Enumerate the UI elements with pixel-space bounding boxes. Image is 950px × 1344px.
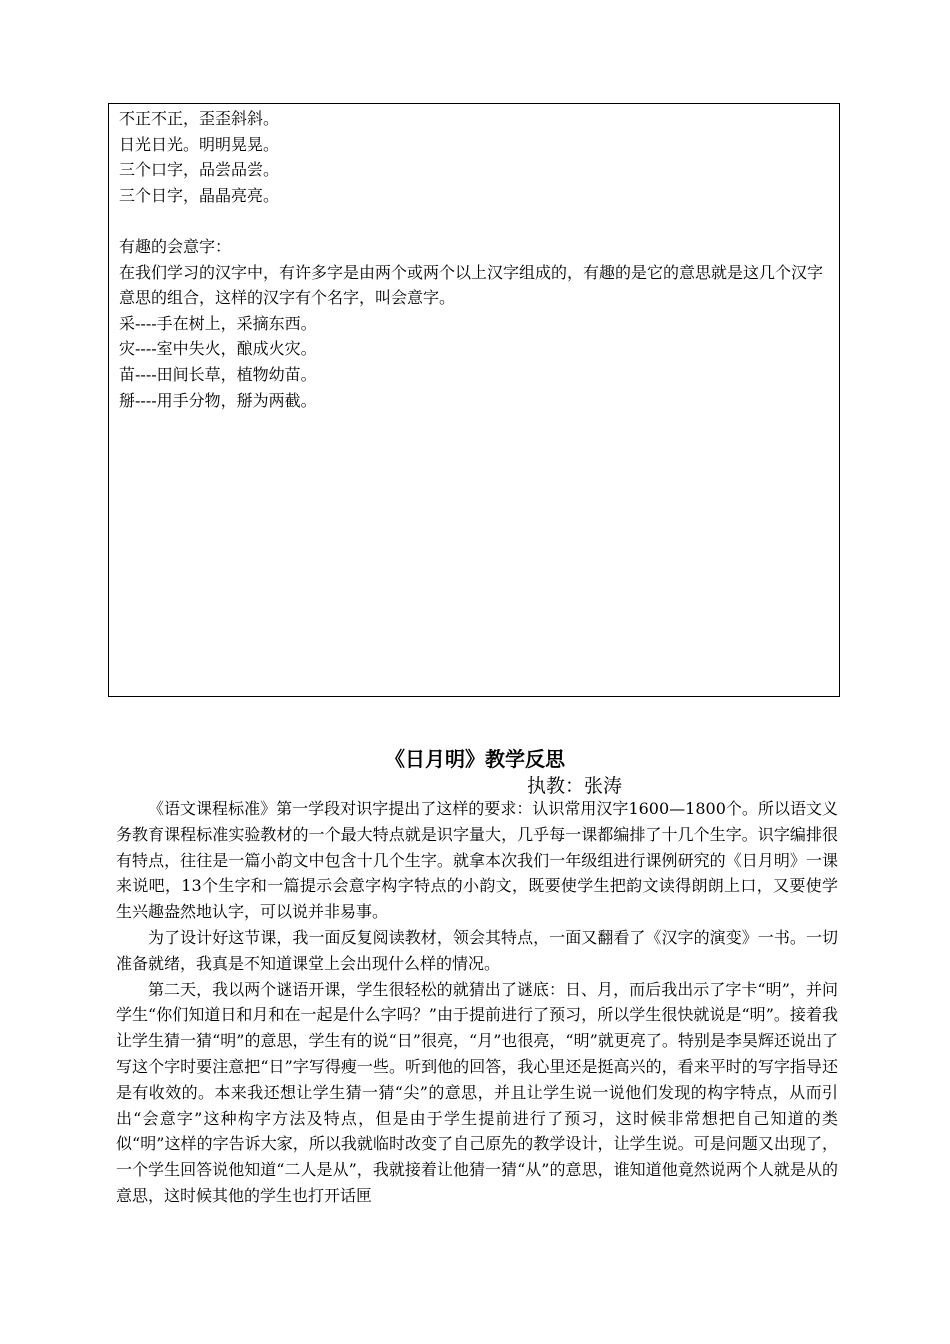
example-line: 苗----田间长草，植物幼苗。 [119,364,317,384]
body-paragraph: 《语文课程标准》第一学段对识字提出了这样的要求：认识常用汉字1600—1800个。所以语文义务教育课程标准实验教材的一个最大特点就是识字量大，几乎每一课都编排了十几个生字。识字编排很有特点，往往是一篇小韵文中包含十几个生字。就拿本次我们一年级组进行课例研究的《日月明》一课来说吧，13个生字和一篇提示会意字构字特点的小韵文，既要使学生把韵文读得朗朗上口，又要使学生兴趣盎然地认字，可以说并非易事。 [116,799,838,922]
example-line: 灾----室中失火，酿成火灾。 [119,339,317,359]
article-body [116,796,838,1209]
rhyme-line: 三个日字，晶晶亮亮。 [119,185,280,205]
section-heading: 有趣的会意字： [119,236,232,256]
rhyme-line: 日光日光。明明晃晃。 [119,134,280,154]
intro-paragraph: 在我们学习的汉字中，有许多字是由两个或两个以上汉字组成的，有趣的是它的意思就是这几个汉字意思的组合，这样的汉字有个名字，叫会意字。 [119,262,824,308]
body-paragraph: 为了设计好这节课，我一面反复阅读教材，领会其特点，一面又翻看了《汉字的演变》一书。一切准备就绪，我真是不知道课堂上会出现什么样的情况。 [116,927,838,973]
rhyme-line: 不正不正，歪歪斜斜。 [119,109,280,128]
blank-line [119,208,831,234]
content-box [108,103,840,697]
example-line: 采----手在树上，采摘东西。 [119,313,317,333]
rhyme-line: 三个口字，品尝品尝。 [119,160,280,180]
body-paragraph: 第二天，我以两个谜语开课，学生很轻松的就猜出了谜底：日、月，而后我出示了字卡“明”，并问学生“你们知道日和月和在一起是什么字吗？”由于提前进行了预习，所以学生很快就说是“明”。接着我让学生猜一猜“明”的意思，学生有的说“日”很亮，“月”也很亮，“明”就更亮了。特别是李昊辉还说出了写这个字时要注意把“日”字写得瘦一些。听到他的回答，我心里还是挺高兴的，看来平时的写字指导还是有收效的。本来我还想让学生猜一猜“尖”的意思，并且让学生说一说他们发现的构字特点，从而引出“会意字”这种构字方法及特点，但是由于学生提前进行了预习，这时候非常想把自己知道的类似“明”这样的字告诉大家，所以我就临时改变了自己原先的教学设计，让学生说。可是问题又出现了，一个学生回答说他知道“二人是从”，我就接着让他猜一猜“从”的意思，谁知道他竟然说两个人就是从的意思，这时候其他的学生也打开话匣 [116,979,838,1205]
example-line: 掰----用手分物，掰为两截。 [119,390,317,410]
article-author: 执教：张涛 [527,775,623,797]
article-title: 《日月明》教学反思 [385,747,565,771]
